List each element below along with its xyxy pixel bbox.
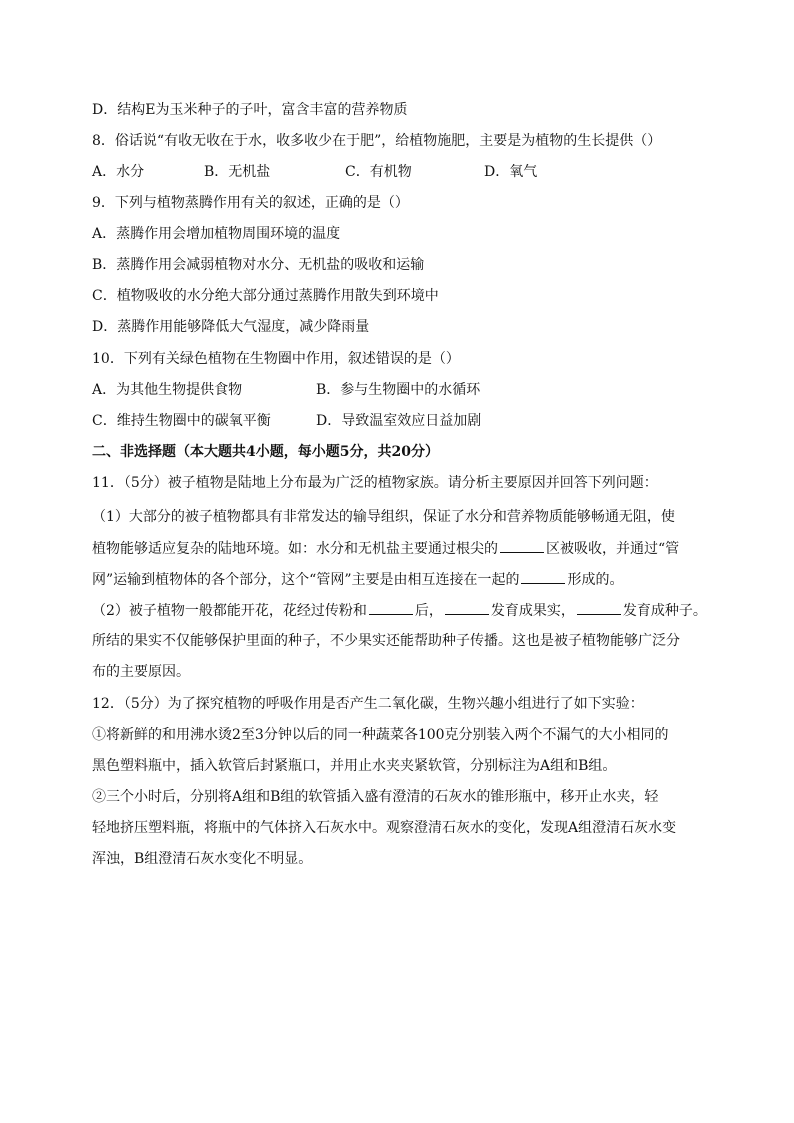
q11-p1-line2: 植物能够适应复杂的陆地环境。如：水分和无机盐主要通过根尖的 区被吸收，并通过“管 (92, 538, 704, 558)
q8-stem: 8．俗话说“有收无收在于水，收多收少在于肥”，给植物施肥，主要是为植物的生长提供（） (92, 133, 662, 149)
q11-stem: 11．（5分）被子植物是陆地上分布最为广泛的植物家族。请分析主要原因并回答下列问题： (92, 475, 658, 491)
q8-options (92, 162, 704, 182)
answer-blank[interactable] (500, 538, 544, 553)
q12-step2-line2: 轻地挤压塑料瓶，将瓶中的气体挤入石灰水中。观察澄清石灰水的变化，发现A组澄清石灰水变 (92, 820, 677, 836)
q9-option-b: B．蒸腾作用会减弱植物对水分、无机盐的吸收和运输 (92, 257, 425, 273)
q12-step1-line2: 黑色塑料瓶中，插入软管后封紧瓶口，并用止水夹夹紧软管，分别标注为A组和B组。 (92, 758, 617, 774)
q8-option-b: B．无机盐 (204, 164, 271, 180)
q12-step1-line1: ①将新鲜的和用沸水烫2至3分钟以后的同一种蔬菜各100克分别装入两个不漏气的大小相同的 (92, 727, 669, 743)
q10-options-row2 (92, 411, 704, 431)
q11-p2-line3: 布的主要原因。 (92, 664, 190, 680)
q9-stem: 9．下列与植物蒸腾作用有关的叙述，正确的是（） (92, 195, 409, 211)
q8-option-c: C．有机物 (345, 164, 412, 180)
q9-option-c: C．植物吸收的水分绝大部分通过蒸腾作用散失到环境中 (92, 288, 439, 304)
answer-blank[interactable] (445, 600, 489, 615)
section-title: 二、非选择题（本大题共4小题，每小题5分，共20分） (92, 444, 439, 460)
q10-stem: 10．下列有关绿色植物在生物圈中作用，叙述错误的是（） (92, 351, 460, 367)
q10-option-d: D．导致温室效应日益加剧 (316, 413, 482, 429)
q10-option-b: B．参与生物圈中的水循环 (316, 382, 481, 398)
q9-option-a: A．蒸腾作用会增加植物周围环境的温度 (92, 226, 341, 242)
q8-option-a: A．水分 (92, 164, 145, 180)
q11-p2-line1: （2）被子植物一般都能开花，花经过传粉和 后， 发育成果实， 发育成种子。 (92, 600, 704, 620)
q11-p1-line1: （1）大部分的被子植物都具有非常发达的输导组织，保证了水分和营养物质能够畅通无阻，使 (92, 509, 675, 525)
q11-p2-line2: 所结的果实不仅能够保护里面的种子，不少果实还能帮助种子传播。这也是被子植物能够广泛分 (92, 633, 680, 649)
answer-blank[interactable] (521, 569, 565, 584)
q7-option-d: D．结构E为玉米种子的子叶，富含丰富的营养物质 (92, 102, 408, 118)
q10-options-row1 (92, 380, 704, 400)
q11-p1-line3: 网”运输到植物体的各个部分，这个“管网”主要是由相互连接在一起的 形成的。 (92, 569, 704, 589)
answer-blank[interactable] (369, 600, 413, 615)
q8-option-d: D．氧气 (484, 164, 538, 180)
answer-blank[interactable] (577, 600, 621, 615)
q9-option-d: D．蒸腾作用能够降低大气湿度，减少降雨量 (92, 319, 370, 335)
q12-step2-line3: 浑浊，B组澄清石灰水变化不明显。 (92, 851, 313, 867)
q12-step2-line1: ②三个小时后，分别将A组和B组的软管插入盛有澄清的石灰水的锥形瓶中，移开止水夹，轻 (92, 789, 659, 805)
q12-stem: 12．（5分）为了探究植物的呼吸作用是否产生二氧化碳，生物兴趣小组进行了如下实验： (92, 696, 644, 712)
q10-option-c: C．维持生物圈中的碳氧平衡 (92, 413, 271, 429)
q10-option-a: A．为其他生物提供食物 (92, 382, 243, 398)
